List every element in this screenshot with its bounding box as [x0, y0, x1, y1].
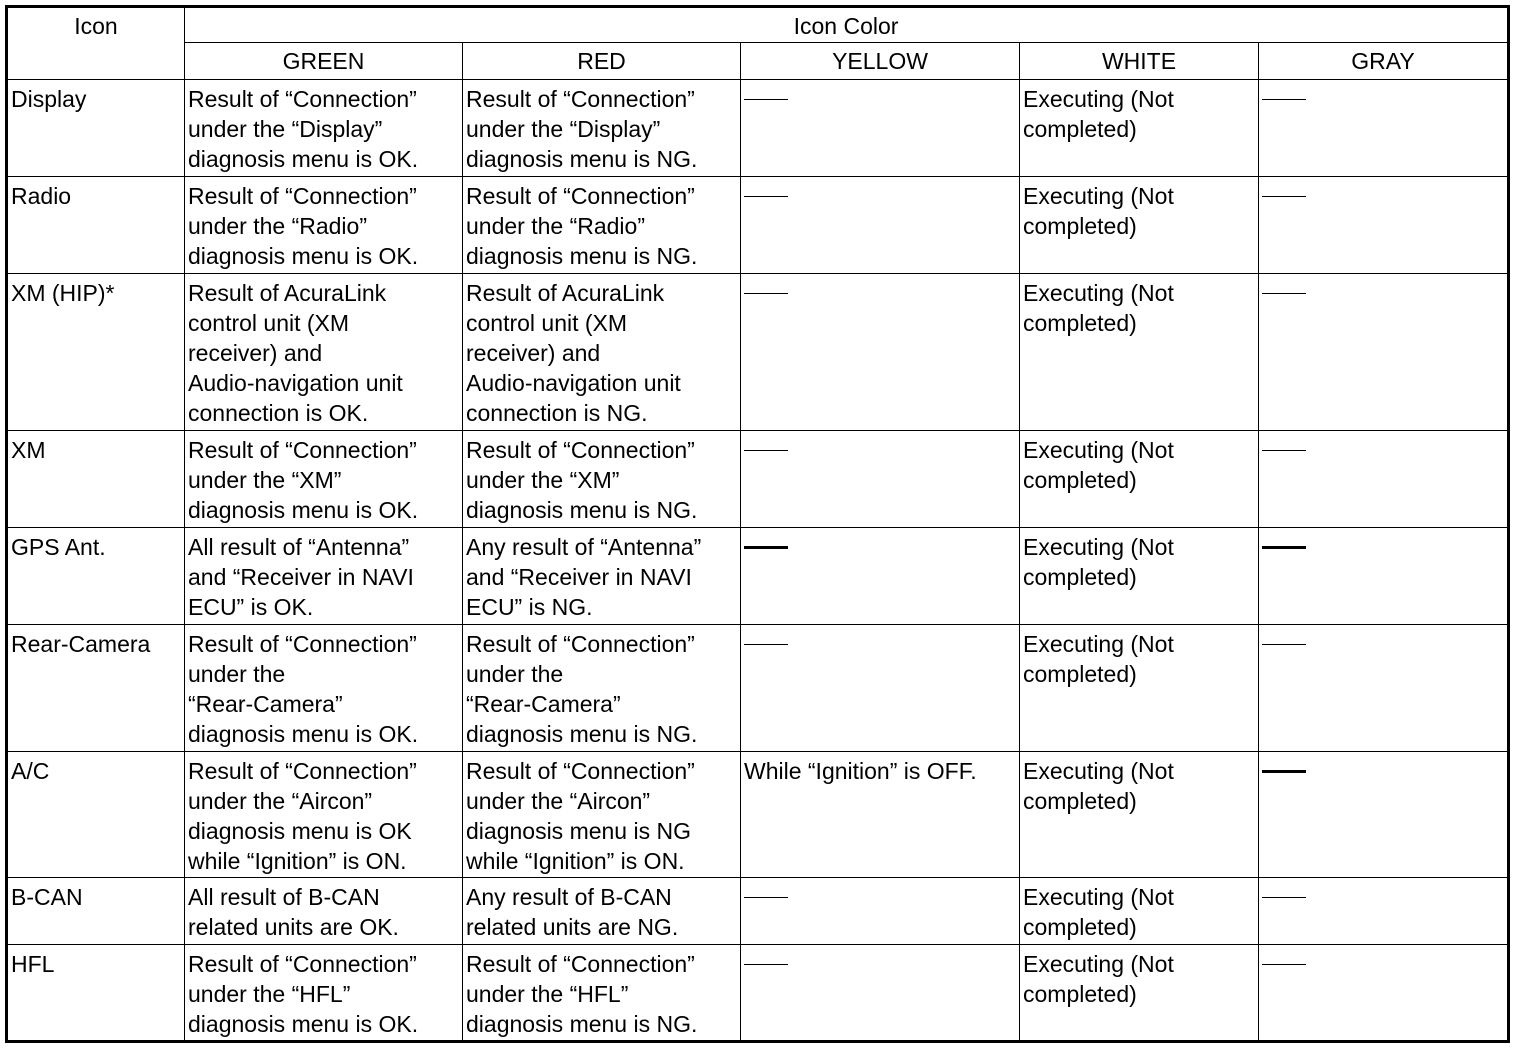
red-cell	[463, 878, 741, 945]
yellow-cell	[741, 945, 1020, 1042]
red-cell-line: Result of AcuraLink	[466, 280, 665, 306]
not-applicable-dash	[744, 99, 788, 100]
red-cell-line: and “Receiver in NAVI	[466, 564, 692, 590]
not-applicable-dash	[1262, 770, 1306, 773]
white-cell-line: completed)	[1023, 310, 1137, 336]
not-applicable-dash	[744, 964, 788, 965]
red-cell-line: Any result of “Antenna”	[466, 534, 702, 560]
white-cell	[1020, 528, 1259, 625]
red-cell-line: under the “HFL”	[466, 981, 629, 1007]
white-cell-line: Executing (Not	[1023, 884, 1174, 910]
icon-name-cell: Rear-Camera	[7, 625, 185, 752]
white-cell-line: completed)	[1023, 564, 1137, 590]
not-applicable-dash	[1262, 293, 1306, 294]
white-cell-line: completed)	[1023, 116, 1137, 142]
green-cell-line: under the “Display”	[188, 116, 383, 142]
not-applicable-dash	[744, 546, 788, 549]
red-cell-line: Result of “Connection”	[466, 183, 695, 209]
green-cell-line: Result of “Connection”	[188, 951, 417, 977]
white-cell	[1020, 752, 1259, 878]
red-cell-line: Result of “Connection”	[466, 437, 695, 463]
green-cell	[185, 752, 463, 878]
white-cell-line: Executing (Not	[1023, 951, 1174, 977]
green-cell	[185, 80, 463, 177]
red-cell-line: diagnosis menu is NG.	[466, 497, 698, 523]
green-cell-line: Result of “Connection”	[188, 183, 417, 209]
red-cell-line: receiver) and	[466, 340, 601, 366]
white-cell	[1020, 80, 1259, 177]
white-cell-line: Executing (Not	[1023, 86, 1174, 112]
yellow-cell	[741, 528, 1020, 625]
gray-cell	[1259, 878, 1509, 945]
white-cell-line: completed)	[1023, 914, 1137, 940]
not-applicable-dash	[1262, 964, 1306, 965]
green-cell-line: Result of “Connection”	[188, 437, 417, 463]
green-cell-line: and “Receiver in NAVI	[188, 564, 414, 590]
green-cell-line: diagnosis menu is OK	[188, 818, 412, 844]
red-cell	[463, 752, 741, 878]
green-cell-line: Result of “Connection”	[188, 86, 417, 112]
white-cell-line: Executing (Not	[1023, 437, 1174, 463]
yellow-cell-line: While “Ignition” is OFF.	[744, 758, 977, 784]
green-cell	[185, 878, 463, 945]
green-cell-line: Audio-navigation unit	[188, 370, 403, 396]
red-column-header: RED	[463, 43, 741, 80]
red-cell-line: “Rear-Camera”	[466, 691, 621, 717]
gray-cell	[1259, 431, 1509, 528]
green-cell-line: receiver) and	[188, 340, 323, 366]
gray-cell	[1259, 752, 1509, 878]
green-cell-line: connection is OK.	[188, 400, 369, 426]
red-cell-line: Result of “Connection”	[466, 631, 695, 657]
white-cell	[1020, 177, 1259, 274]
red-cell-line: ECU” is NG.	[466, 594, 593, 620]
white-column-header: WHITE	[1020, 43, 1259, 80]
white-cell-line: Executing (Not	[1023, 280, 1174, 306]
table-body	[7, 80, 1509, 1042]
white-cell-line: Executing (Not	[1023, 631, 1174, 657]
green-cell-line: control unit (XM	[188, 310, 350, 336]
green-cell-line: Result of “Connection”	[188, 758, 417, 784]
table-row	[7, 177, 1509, 274]
header-row-top	[7, 7, 1509, 43]
red-cell-line: Audio-navigation unit	[466, 370, 681, 396]
green-cell	[185, 431, 463, 528]
red-cell-line: Any result of B-CAN	[466, 884, 672, 910]
icon-name-cell: A/C	[7, 752, 185, 878]
icon-name-cell: GPS Ant.	[7, 528, 185, 625]
red-cell-line: under the	[466, 661, 564, 687]
not-applicable-dash	[1262, 897, 1306, 898]
green-cell	[185, 177, 463, 274]
green-cell-line: Result of AcuraLink	[188, 280, 387, 306]
white-cell	[1020, 625, 1259, 752]
red-cell-line: under the “XM”	[466, 467, 620, 493]
table-row	[7, 528, 1509, 625]
icon-name-cell: Display	[7, 80, 185, 177]
green-cell-line: under the “HFL”	[188, 981, 351, 1007]
not-applicable-dash	[744, 196, 788, 197]
white-cell-line: Executing (Not	[1023, 534, 1174, 560]
table-row	[7, 431, 1509, 528]
green-cell-line: ECU” is OK.	[188, 594, 314, 620]
red-cell	[463, 274, 741, 431]
not-applicable-dash	[1262, 450, 1306, 451]
white-cell-line: completed)	[1023, 661, 1137, 687]
green-cell-line: diagnosis menu is OK.	[188, 146, 419, 172]
yellow-cell	[741, 80, 1020, 177]
green-cell-line: related units are OK.	[188, 914, 399, 940]
red-cell	[463, 625, 741, 752]
icon-name-cell: XM (HIP)*	[7, 274, 185, 431]
green-cell-line: All result of B-CAN	[188, 884, 380, 910]
white-cell-line: Executing (Not	[1023, 758, 1174, 784]
green-cell-line: under the “XM”	[188, 467, 342, 493]
yellow-cell	[741, 177, 1020, 274]
green-cell	[185, 274, 463, 431]
yellow-cell	[741, 274, 1020, 431]
green-cell-line: under the “Radio”	[188, 213, 367, 239]
not-applicable-dash	[744, 450, 788, 451]
red-cell-line: diagnosis menu is NG.	[466, 146, 698, 172]
table-row	[7, 752, 1509, 878]
red-cell-line: connection is NG.	[466, 400, 648, 426]
red-cell	[463, 945, 741, 1042]
yellow-column-header: YELLOW	[741, 43, 1020, 80]
green-cell-line: All result of “Antenna”	[188, 534, 410, 560]
red-cell-line: Result of “Connection”	[466, 86, 695, 112]
white-cell	[1020, 431, 1259, 528]
green-cell-line: Result of “Connection”	[188, 631, 417, 657]
red-cell-line: while “Ignition” is ON.	[466, 848, 685, 874]
red-cell-line: diagnosis menu is NG.	[466, 1011, 698, 1037]
yellow-cell	[741, 625, 1020, 752]
table-row	[7, 80, 1509, 177]
white-cell	[1020, 274, 1259, 431]
green-cell-line: under the “Aircon”	[188, 788, 373, 814]
green-cell-line: under the	[188, 661, 286, 687]
red-cell-line: related units are NG.	[466, 914, 679, 940]
white-cell-line: completed)	[1023, 213, 1137, 239]
white-cell-line: completed)	[1023, 981, 1137, 1007]
table-row	[7, 274, 1509, 431]
not-applicable-dash	[1262, 644, 1306, 645]
icon-name-cell: XM	[7, 431, 185, 528]
red-cell-line: diagnosis menu is NG.	[466, 721, 698, 747]
table-row	[7, 945, 1509, 1042]
red-cell-line: control unit (XM	[466, 310, 628, 336]
yellow-cell	[741, 752, 1020, 878]
table-row	[7, 625, 1509, 752]
white-cell-line: completed)	[1023, 467, 1137, 493]
icon-color-table	[5, 5, 1510, 1043]
red-cell-line: under the “Display”	[466, 116, 661, 142]
white-cell	[1020, 878, 1259, 945]
red-cell	[463, 80, 741, 177]
icon-name-cell: HFL	[7, 945, 185, 1042]
gray-cell	[1259, 528, 1509, 625]
not-applicable-dash	[1262, 99, 1306, 100]
green-column-header: GREEN	[185, 43, 463, 80]
red-cell-line: Result of “Connection”	[466, 951, 695, 977]
red-cell	[463, 528, 741, 625]
gray-cell	[1259, 274, 1509, 431]
gray-cell	[1259, 80, 1509, 177]
gray-cell	[1259, 945, 1509, 1042]
red-cell-line: under the “Aircon”	[466, 788, 651, 814]
gray-column-header: GRAY	[1259, 43, 1509, 80]
not-applicable-dash	[744, 293, 788, 294]
yellow-cell	[741, 878, 1020, 945]
red-cell-line: under the “Radio”	[466, 213, 645, 239]
gray-cell	[1259, 625, 1509, 752]
not-applicable-dash	[744, 644, 788, 645]
green-cell-line: diagnosis menu is OK.	[188, 497, 419, 523]
green-cell-line: diagnosis menu is OK.	[188, 721, 419, 747]
red-cell	[463, 177, 741, 274]
gray-cell	[1259, 177, 1509, 274]
red-cell-line: Result of “Connection”	[466, 758, 695, 784]
white-cell-line: Executing (Not	[1023, 183, 1174, 209]
red-cell-line: diagnosis menu is NG.	[466, 243, 698, 269]
icon-name-cell: B-CAN	[7, 878, 185, 945]
icon-name-cell: Radio	[7, 177, 185, 274]
green-cell	[185, 945, 463, 1042]
green-cell-line: while “Ignition” is ON.	[188, 848, 407, 874]
not-applicable-dash	[1262, 196, 1306, 197]
icon-column-header: Icon	[7, 7, 185, 80]
green-cell	[185, 528, 463, 625]
green-cell	[185, 625, 463, 752]
table-row	[7, 878, 1509, 945]
not-applicable-dash	[744, 897, 788, 898]
yellow-cell	[741, 431, 1020, 528]
not-applicable-dash	[1262, 546, 1306, 549]
icon-color-header: Icon Color	[185, 7, 1509, 43]
white-cell	[1020, 945, 1259, 1042]
header-row-colors	[7, 43, 1509, 80]
red-cell-line: diagnosis menu is NG	[466, 818, 691, 844]
green-cell-line: diagnosis menu is OK.	[188, 243, 419, 269]
white-cell-line: completed)	[1023, 788, 1137, 814]
green-cell-line: diagnosis menu is OK.	[188, 1011, 419, 1037]
red-cell	[463, 431, 741, 528]
green-cell-line: “Rear-Camera”	[188, 691, 343, 717]
